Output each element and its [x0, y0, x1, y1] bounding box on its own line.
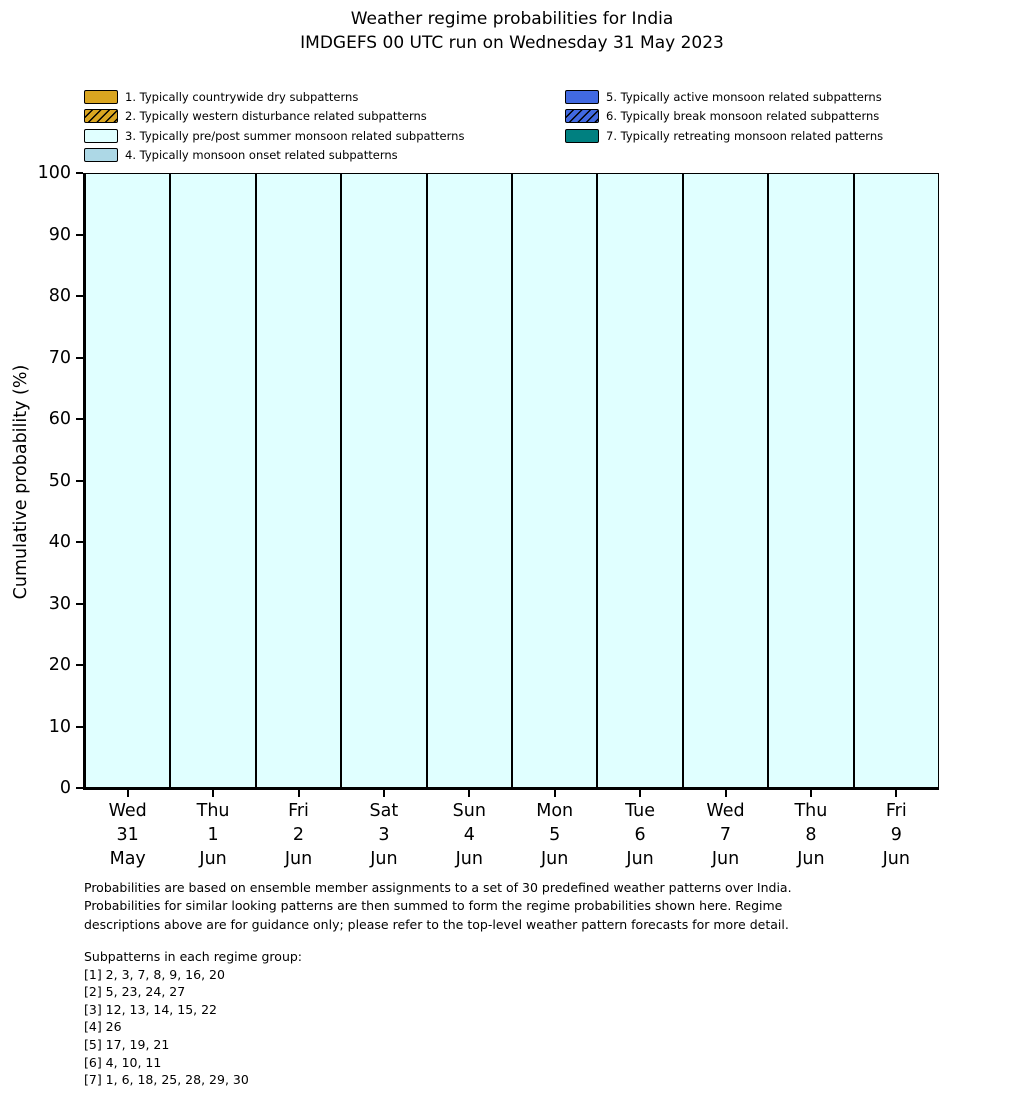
y-tick-0	[60, 778, 83, 798]
subpattern-group-4: [4] 26	[84, 1019, 122, 1035]
bars-container	[85, 173, 939, 788]
legend-item-regime-7	[565, 126, 883, 146]
bar-column-thu-1-jun	[170, 173, 255, 788]
y-tick-30	[49, 594, 83, 614]
bar-segment	[512, 173, 597, 788]
subpattern-group-2: [2] 5, 23, 24, 27	[84, 984, 186, 1000]
subpattern-group-3: [3] 12, 13, 14, 15, 22	[84, 1001, 217, 1017]
plot-area	[83, 173, 939, 790]
legend-item-regime-1	[84, 87, 464, 107]
legend-swatch-regime-4	[84, 148, 118, 162]
x-tick-label-group	[625, 799, 655, 871]
x-tick-mark	[725, 790, 727, 797]
x-tick-day: Fri	[885, 801, 907, 821]
x-tick-mark	[127, 790, 129, 797]
x-tick-date: 3	[378, 825, 390, 845]
x-tick-day: Thu	[196, 801, 230, 821]
x-tick-month: Jun	[626, 849, 654, 869]
y-axis-ticks	[0, 163, 83, 798]
subpattern-group-5: [5] 17, 19, 21	[84, 1036, 170, 1052]
legend-item-regime-5	[565, 87, 883, 107]
y-tick-mark	[76, 357, 83, 359]
y-tick-label: 0	[59, 778, 71, 798]
legend-label-regime-2: 2. Typically western disturbance related subpatterns	[125, 109, 427, 124]
x-tick-date: 31	[116, 825, 139, 845]
bar-segment	[683, 173, 768, 788]
x-tick-mark	[298, 790, 300, 797]
legend-label-regime-3: 3. Typically pre/post summer monsoon related subpatterns	[125, 128, 465, 143]
footer-note	[84, 879, 792, 934]
y-tick-label: 20	[48, 655, 71, 675]
y-tick-90	[49, 225, 83, 245]
bar-column-fri-2-jun	[256, 173, 341, 788]
x-tick-label-group	[370, 799, 399, 871]
y-tick-20	[49, 655, 83, 675]
legend-label-regime-5: 5. Typically active monsoon related subpatterns	[606, 89, 882, 104]
x-tick-day: Fri	[288, 801, 309, 821]
x-tick-day: Thu	[794, 801, 828, 821]
x-tick-month: Jun	[797, 849, 825, 869]
x-tick-month: Jun	[882, 849, 910, 869]
legend-right-column	[565, 87, 883, 146]
y-tick-10	[49, 717, 83, 737]
y-tick-100	[38, 163, 83, 183]
x-tick-mark	[468, 790, 470, 797]
x-tick-date: 8	[805, 825, 817, 845]
x-tick-mark	[895, 790, 897, 797]
x-tick-mark	[554, 790, 556, 797]
x-tick-month: Jun	[370, 849, 398, 869]
legend-item-regime-4	[84, 146, 464, 166]
bar-column-thu-8-jun	[768, 173, 853, 788]
footer-line: Probabilities for similar looking patterns are then summed to form the regime probabilities shown here. Regime	[84, 898, 783, 914]
x-tick-label-group	[536, 799, 573, 871]
x-tick-month: Jun	[284, 849, 313, 869]
subpatterns-heading: Subpatterns in each regime group:	[84, 949, 303, 964]
x-tick-day: Sun	[452, 801, 486, 821]
bar-column-mon-5-jun	[512, 173, 597, 788]
bar-segment	[854, 173, 939, 788]
y-tick-mark	[76, 480, 83, 482]
subpattern-group-1: [1] 2, 3, 7, 8, 9, 16, 20	[84, 966, 225, 982]
x-tick-mark	[212, 790, 214, 797]
y-tick-label: 40	[48, 532, 71, 552]
legend-label-regime-7: 7. Typically retreating monsoon related patterns	[606, 128, 884, 143]
x-tick-date: 2	[292, 825, 305, 845]
bar-column-wed-31-may	[85, 173, 170, 788]
x-tick-day: Wed	[706, 801, 745, 821]
y-tick-mark	[76, 787, 83, 789]
x-tick-label-group	[794, 799, 827, 871]
x-tick-mark	[383, 790, 385, 797]
y-tick-label: 50	[48, 470, 71, 491]
x-tick-label-group	[285, 799, 312, 871]
y-tick-50	[49, 471, 83, 491]
x-tick-mark	[639, 790, 641, 797]
bar-segment	[170, 173, 255, 788]
y-axis-label: Cumulative probability (%)	[11, 364, 31, 600]
y-tick-70	[49, 348, 83, 368]
bar-column-sun-4-jun	[427, 173, 512, 788]
y-tick-label: 90	[48, 224, 71, 245]
legend-swatch-regime-1	[84, 90, 118, 104]
legend-swatch-regime-5	[565, 90, 599, 104]
y-tick-label: 100	[37, 163, 71, 183]
y-tick-mark	[76, 295, 83, 297]
y-tick-mark	[76, 603, 83, 605]
x-tick-date: 9	[890, 825, 902, 845]
x-axis-ticks	[85, 790, 939, 798]
bar-segment	[427, 173, 512, 788]
bar-column-tue-6-jun	[597, 173, 682, 788]
y-tick-40	[49, 532, 83, 552]
bar-segment	[85, 173, 170, 788]
legend-label-regime-6: 6. Typically break monsoon related subpatterns	[606, 109, 880, 124]
legend-swatch-regime-7	[565, 129, 599, 143]
y-tick-mark	[76, 541, 83, 543]
y-tick-label: 10	[48, 716, 71, 737]
x-tick-day: Wed	[108, 801, 147, 821]
x-tick-day: Tue	[625, 801, 656, 821]
bar-segment	[256, 173, 341, 788]
legend-label-regime-1: 1. Typically countrywide dry subpatterns	[125, 89, 359, 104]
y-tick-60	[49, 409, 83, 429]
x-tick-day: Mon	[536, 801, 574, 821]
chart-subtitle: IMDGEFS 00 UTC run on Wednesday 31 May 2023	[300, 33, 724, 53]
subpatterns-list	[84, 948, 302, 1089]
x-tick-date: 1	[207, 825, 219, 845]
y-tick-label: 30	[48, 593, 71, 614]
bar-column-fri-9-jun	[854, 173, 939, 788]
subpattern-group-7: [7] 1, 6, 18, 25, 28, 29, 30	[84, 1072, 249, 1088]
footer-line: Probabilities are based on ensemble member assignments to a set of 30 predefined weather patterns over India.	[84, 880, 792, 895]
bar-column-sat-3-jun	[341, 173, 426, 788]
x-tick-month: Jun	[455, 849, 483, 869]
x-tick-date: 5	[549, 825, 561, 845]
x-axis-labels	[85, 799, 939, 874]
legend-label-regime-4: 4. Typically monsoon onset related subpatterns	[125, 148, 398, 163]
x-tick-label-group	[706, 799, 744, 871]
legend-swatch-regime-2	[84, 109, 118, 123]
legend-item-regime-2	[84, 107, 464, 127]
subpattern-group-6: [6] 4, 10, 11	[84, 1054, 162, 1070]
x-tick-month: Jun	[711, 849, 740, 869]
bar-column-wed-7-jun	[683, 173, 768, 788]
title-block	[84, 7, 940, 55]
bar-segment	[341, 173, 426, 788]
x-tick-label-group	[197, 799, 230, 871]
footer-line: descriptions above are for guidance only; please refer to the top-level weather pattern forecasts for more detail.	[84, 916, 789, 932]
y-tick-mark	[76, 726, 83, 728]
legend-swatch-regime-3	[84, 129, 118, 143]
chart-title: Weather regime probabilities for India	[350, 9, 674, 29]
x-tick-label-group	[883, 799, 910, 871]
x-tick-mark	[810, 790, 812, 797]
y-tick-mark	[76, 418, 83, 420]
x-tick-date: 7	[719, 825, 732, 845]
y-tick-mark	[76, 664, 83, 666]
x-tick-month: Jun	[541, 849, 569, 869]
legend-left-column	[84, 87, 464, 165]
legend-item-regime-6	[565, 107, 883, 127]
y-tick-label: 70	[48, 347, 71, 368]
x-tick-label-group	[109, 799, 147, 871]
y-tick-80	[49, 286, 83, 306]
x-tick-date: 4	[463, 825, 475, 845]
x-tick-date: 6	[634, 825, 646, 845]
y-tick-label: 80	[48, 286, 71, 306]
bar-segment	[768, 173, 853, 788]
x-tick-label-group	[453, 799, 486, 871]
y-tick-mark	[76, 234, 83, 236]
y-tick-mark	[76, 172, 83, 174]
x-tick-day: Sat	[369, 801, 399, 821]
y-tick-label: 60	[48, 409, 71, 429]
x-tick-month: May	[109, 849, 146, 869]
x-tick-month: Jun	[199, 849, 227, 869]
legend-item-regime-3	[84, 126, 464, 146]
bar-segment	[597, 173, 682, 788]
legend-swatch-regime-6	[565, 109, 599, 123]
